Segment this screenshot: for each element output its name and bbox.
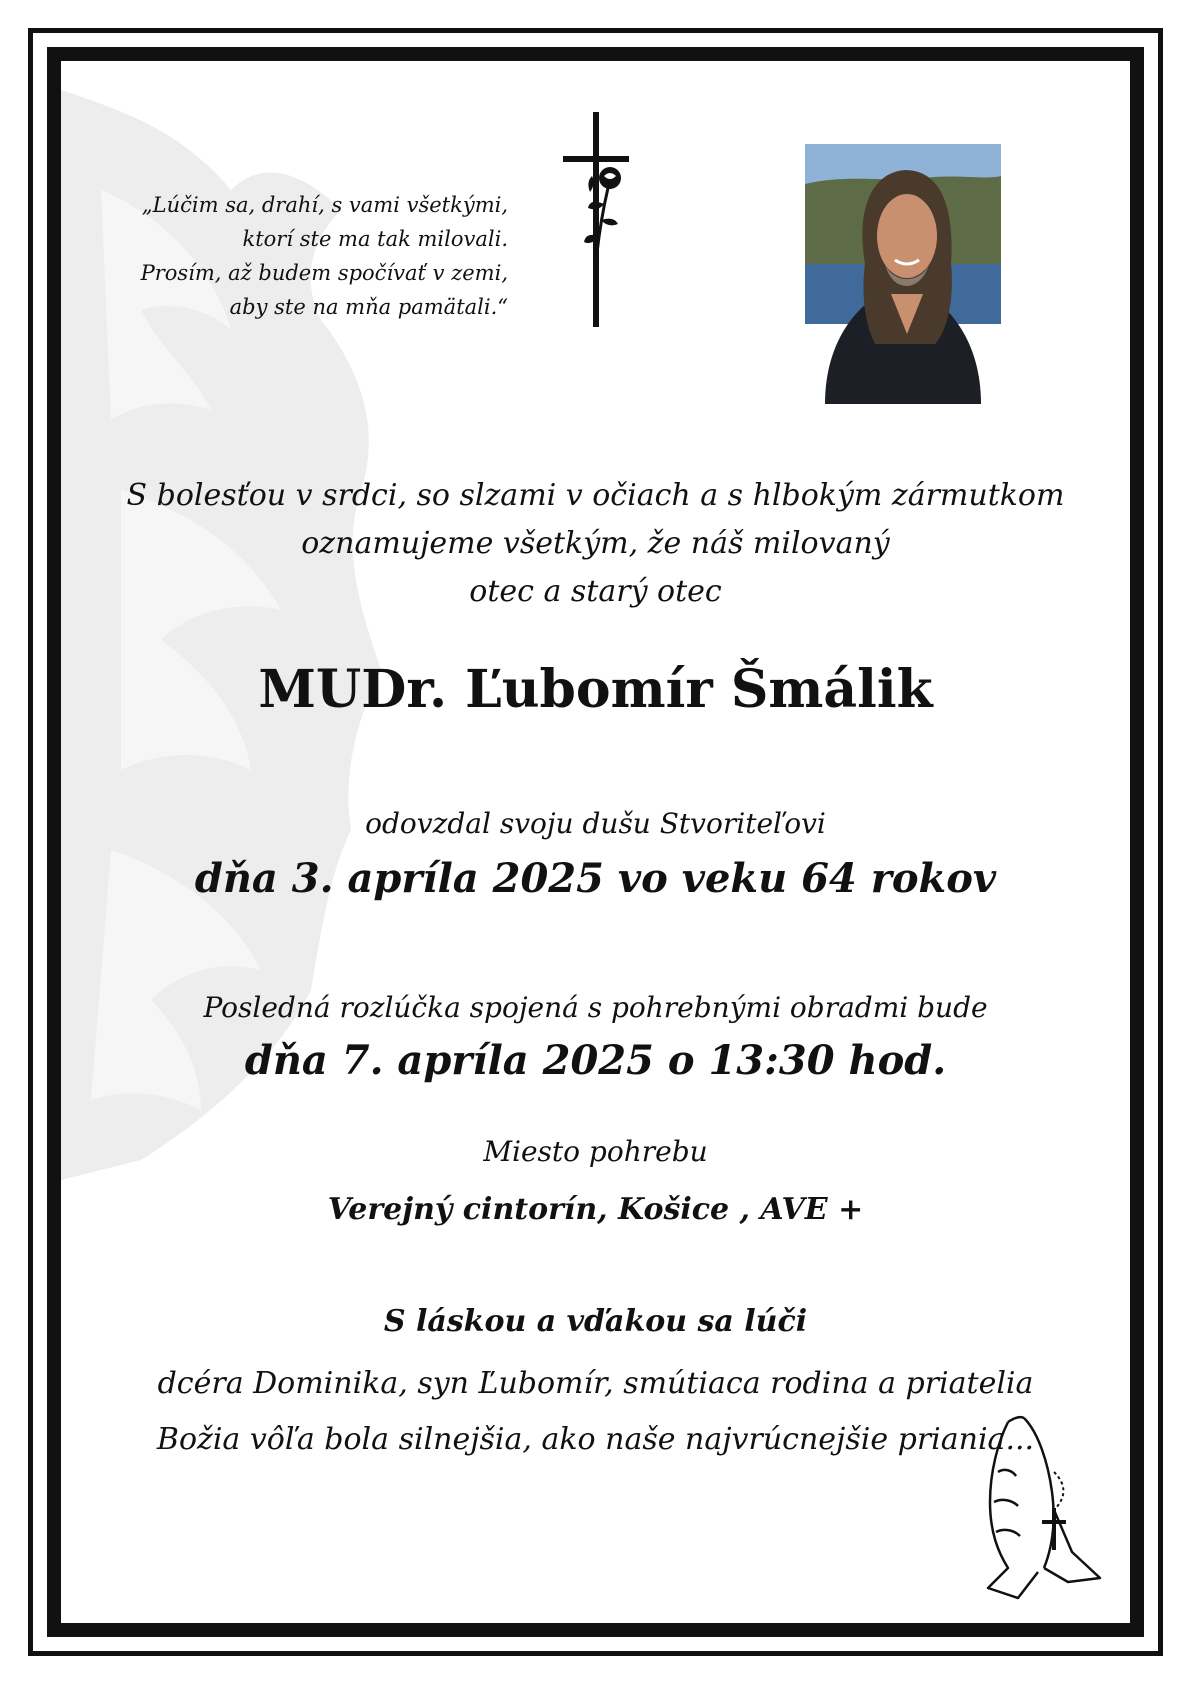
funeral-date: dňa 7. apríla 2025 o 13:30 hod.	[244, 1037, 947, 1084]
poem-line: ktorí ste ma tak milovali.	[242, 227, 508, 251]
death-date: dňa 3. apríla 2025 vo veku 64 rokov	[194, 855, 997, 902]
deceased-name: MUDr. Ľubomír Šmálik	[258, 659, 933, 720]
intro-line: otec a starý otec	[469, 574, 722, 609]
family-line: dcéra Dominika, syn Ľubomír, smútiaca rodina a priatelia	[157, 1366, 1034, 1401]
burial-place-label: Miesto pohrebu	[483, 1135, 708, 1168]
intro-text	[61, 472, 1130, 616]
poem-line: „Lúčim sa, drahí, s vami všetkými,	[141, 193, 508, 217]
burial-place: Verejný cintorín, Košice , AVE +	[327, 1192, 864, 1227]
family-line: Božia vôľa bola silnejšia, ako naše najvrúcnejšie priania...	[156, 1422, 1035, 1457]
farewell-poem	[120, 188, 508, 324]
intro-line: S bolesťou v srdci, so slzami v očiach a s hlbokým zármutkom	[126, 478, 1065, 513]
poem-line: Prosím, až budem spočívať v zemi,	[140, 261, 508, 285]
praying-hands-icon	[968, 1412, 1108, 1602]
farewell-label: S láskou a vďakou sa lúči	[383, 1304, 808, 1339]
funeral-text: Posledná rozlúčka spojená s pohrebnými obradmi bude	[203, 991, 988, 1024]
intro-line: oznamujeme všetkým, že náš milovaný	[301, 526, 890, 561]
death-text: odovzdal svoju dušu Stvoriteľovi	[365, 807, 826, 840]
cross-with-rose-icon	[560, 112, 632, 327]
portrait-photo	[805, 144, 1001, 404]
poem-line: aby ste na mňa pamätali.“	[229, 295, 508, 319]
